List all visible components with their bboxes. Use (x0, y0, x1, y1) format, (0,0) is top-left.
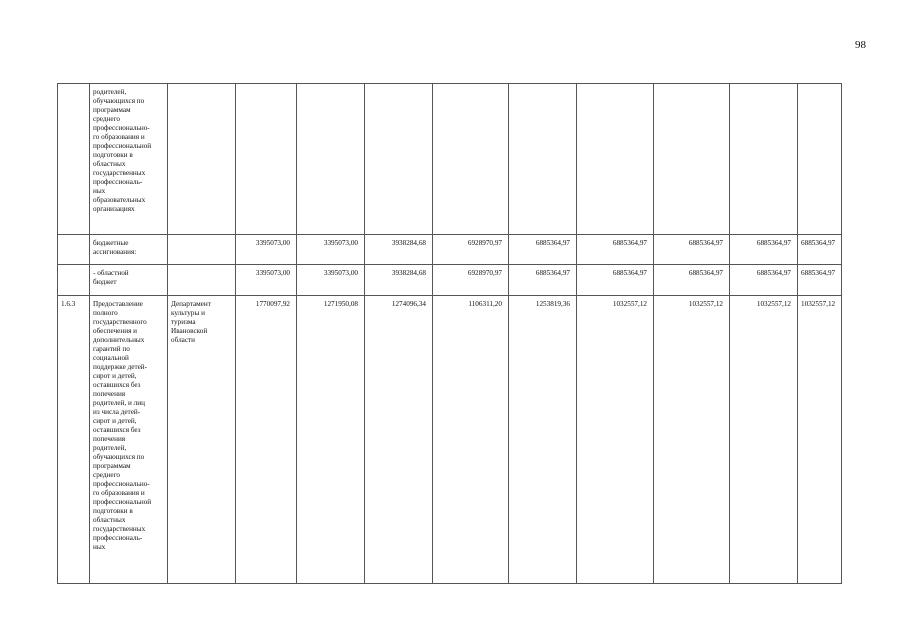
row-index-cell: 1.6.3 (58, 296, 90, 584)
value-cell: 3395073,00 (297, 235, 365, 265)
value-cell: 6885364,97 (798, 265, 842, 296)
row-executor-cell (168, 84, 236, 235)
value-cell (798, 84, 842, 235)
value-cell: 3395073,00 (236, 265, 297, 296)
row-name-cell: Предоставление полного государственного обеспечения и дополнительных гарантий по социальной поддержке детей- сирот и детей, оставшихся без попечения родителей, и лиц из числа детей- сирот и детей, оставшихся без попечения родителей, обучающихся по программам среднего профессионально- го образования и профессиональной подготовки в областных государственных профессиональ- ных (90, 296, 168, 584)
value-cell: 6885364,97 (730, 265, 798, 296)
value-cell (654, 84, 730, 235)
value-cell: 6885364,97 (577, 235, 654, 265)
value-cell (577, 84, 654, 235)
value-cell (236, 84, 297, 235)
table-row (58, 84, 842, 235)
row-executor-cell (168, 265, 236, 296)
value-cell: 1032557,12 (577, 296, 654, 584)
table-row (58, 296, 842, 584)
value-cell: 1271950,08 (297, 296, 365, 584)
value-cell: 6928970,97 (433, 235, 509, 265)
value-cell: 1032557,12 (730, 296, 798, 584)
row-executor-cell (168, 235, 236, 265)
table-row (58, 235, 842, 265)
value-cell (297, 84, 365, 235)
row-name-cell: родителей, обучающихся по программам среднего профессионально- го образования и профессиональной подготовки в областных государственных профессиональ- ных образовательных организациях (90, 84, 168, 235)
page-number: 98 (855, 39, 866, 51)
value-cell: 6885364,97 (730, 235, 798, 265)
value-cell: 1253819,36 (509, 296, 577, 584)
value-cell (509, 84, 577, 235)
budget-table (57, 83, 842, 584)
row-name-cell: бюджетные ассигнования: (90, 235, 168, 265)
table-body (58, 84, 842, 584)
value-cell (730, 84, 798, 235)
value-cell: 1032557,12 (654, 296, 730, 584)
row-index-cell (58, 235, 90, 265)
value-cell: 3395073,00 (297, 265, 365, 296)
row-name-cell: - областной бюджет (90, 265, 168, 296)
value-cell: 3938284,68 (365, 265, 433, 296)
table-row (58, 265, 842, 296)
row-executor-cell: Департамент культуры и туризма Ивановской области (168, 296, 236, 584)
row-index-cell (58, 265, 90, 296)
value-cell (433, 84, 509, 235)
value-cell: 6885364,97 (798, 235, 842, 265)
value-cell: 1106311,20 (433, 296, 509, 584)
value-cell (365, 84, 433, 235)
value-cell: 6885364,97 (509, 235, 577, 265)
value-cell: 6885364,97 (654, 265, 730, 296)
value-cell: 3938284,68 (365, 235, 433, 265)
value-cell: 6928970,97 (433, 265, 509, 296)
value-cell: 6885364,97 (509, 265, 577, 296)
value-cell: 1274096,34 (365, 296, 433, 584)
row-index-cell (58, 84, 90, 235)
value-cell: 1032557,12 (798, 296, 842, 584)
value-cell: 6885364,97 (577, 265, 654, 296)
value-cell: 3395073,00 (236, 235, 297, 265)
value-cell: 6885364,97 (654, 235, 730, 265)
value-cell: 1770097,92 (236, 296, 297, 584)
